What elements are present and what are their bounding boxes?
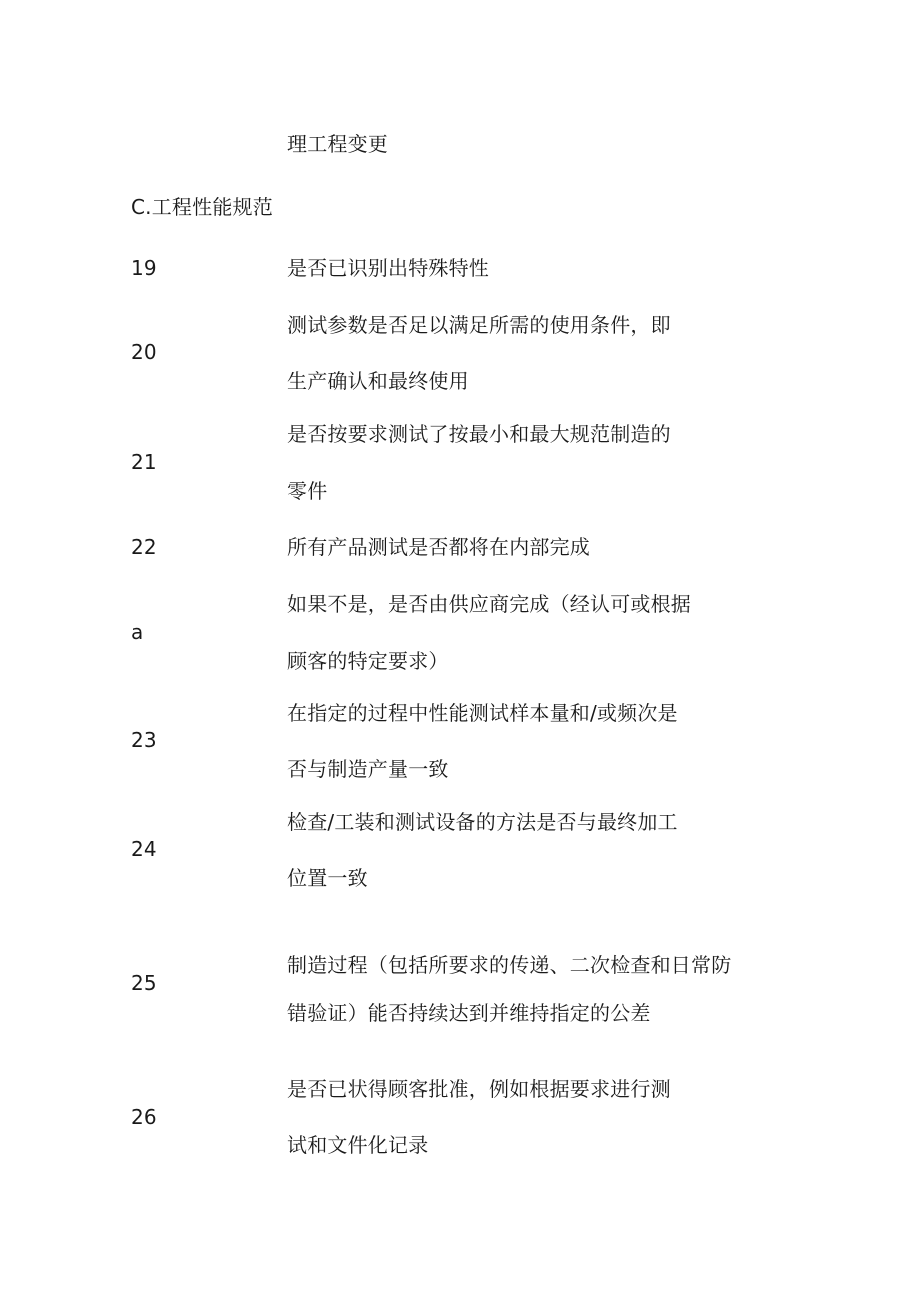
item-number: 20 [131, 340, 157, 364]
item-text-line: 所有产品测试是否都将在内部完成 [287, 535, 590, 559]
item-text-line: 测试参数是否足以满足所需的使用条件，即 [287, 313, 671, 337]
item-text-line: 是否按要求测试了按最小和最大规范制造的 [287, 422, 671, 446]
item-text-line: 顾客的特定要求） [287, 649, 449, 673]
item-text-line: 错验证）能否持续达到并维持指定的公差 [287, 1001, 651, 1025]
item-number: 25 [131, 971, 157, 995]
item-text-line: 在指定的过程中性能测试样本量和/或频次是 [287, 701, 678, 725]
section-title: C.工程性能规范 [131, 195, 273, 219]
item-number: 23 [131, 728, 157, 752]
item-text-line: 如果不是，是否由供应商完成（经认可或根据 [287, 592, 691, 616]
item-text-line: 制造过程（包括所要求的传递、二次检查和日常防 [287, 953, 732, 977]
item-text-line: 零件 [287, 479, 328, 503]
item-number: 19 [131, 256, 157, 280]
item-number: 26 [131, 1105, 157, 1129]
item-number: 22 [131, 535, 157, 559]
item-text-line: 否与制造产量一致 [287, 757, 449, 781]
item-text-line: 检查/工装和测试设备的方法是否与最终加工 [287, 810, 678, 834]
item-text-line: 位置一致 [287, 866, 368, 890]
continuation-text: 理工程变更 [287, 132, 388, 156]
item-text-line: 是否已状得顾客批准，例如根据要求进行测 [287, 1077, 671, 1101]
item-text-line: 是否已识别出特殊特性 [287, 256, 489, 280]
item-number: 24 [131, 837, 157, 861]
item-text-line: 生产确认和最终使用 [287, 369, 469, 393]
item-text-line: 试和文件化记录 [287, 1133, 429, 1157]
item-number: a [131, 620, 144, 644]
item-number: 21 [131, 450, 157, 474]
